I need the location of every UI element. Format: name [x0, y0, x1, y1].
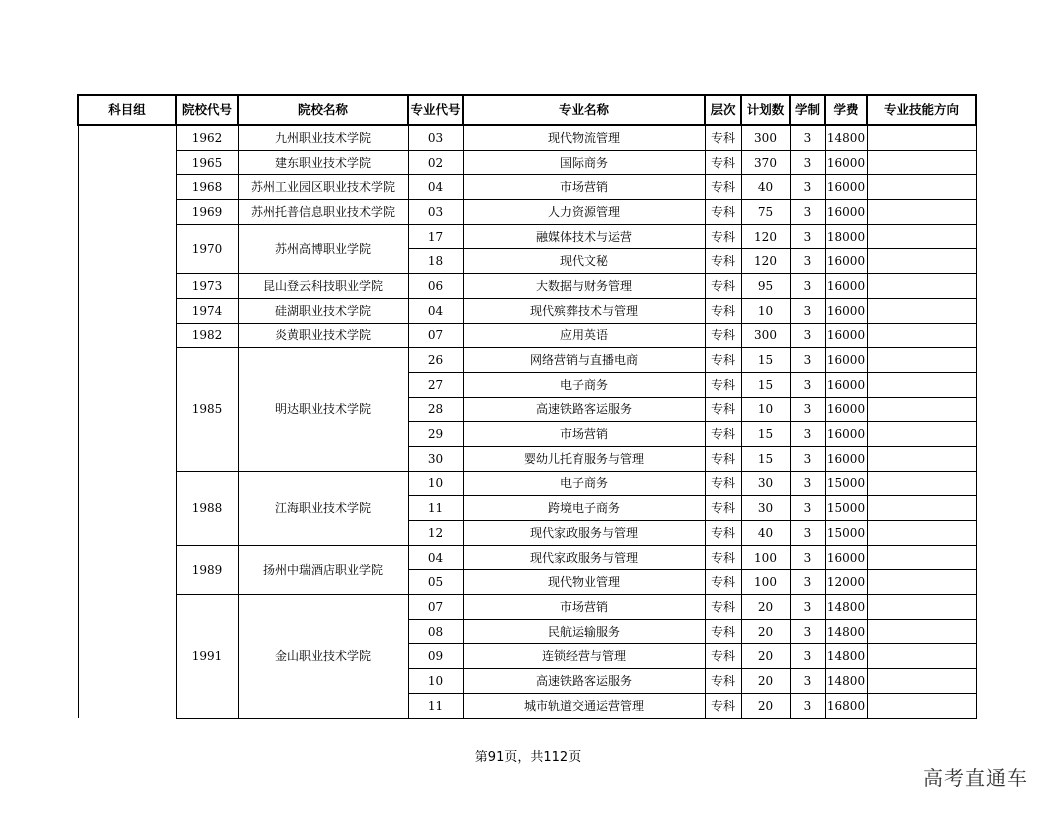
level-cell: 专科: [705, 298, 741, 323]
tuition-cell: 15000: [825, 521, 867, 546]
tuition-cell: 16000: [825, 397, 867, 422]
duration-cell: 3: [790, 125, 825, 150]
skill-direction-cell: [867, 372, 976, 397]
level-cell: 专科: [705, 644, 741, 669]
table-row: [78, 298, 976, 323]
plan-count-cell: 20: [741, 595, 790, 620]
major-name-cell: 现代物流管理: [463, 125, 705, 150]
major-code-cell: 27: [408, 372, 463, 397]
plan-count-cell: 20: [741, 644, 790, 669]
plan-count-cell: 20: [741, 669, 790, 694]
major-code-cell: 04: [408, 298, 463, 323]
duration-cell: 3: [790, 175, 825, 200]
major-code-cell: 06: [408, 274, 463, 299]
school-name-cell: 苏州托普信息职业技术学院: [238, 200, 408, 225]
skill-direction-cell: [867, 471, 976, 496]
tuition-cell: 12000: [825, 570, 867, 595]
table-row: [78, 545, 976, 570]
tuition-cell: 16000: [825, 249, 867, 274]
skill-direction-cell: [867, 570, 976, 595]
plan-count-cell: 15: [741, 446, 790, 471]
skill-direction-cell: [867, 693, 976, 718]
major-code-cell: 02: [408, 150, 463, 175]
school-name-cell: 硅湖职业技术学院: [238, 298, 408, 323]
subject-group-cell: [78, 125, 176, 718]
school-name-cell: 苏州高博职业学院: [238, 224, 408, 273]
major-code-cell: 28: [408, 397, 463, 422]
table-row: [78, 323, 976, 348]
header-level: 层次: [705, 95, 741, 125]
major-code-cell: 07: [408, 323, 463, 348]
major-code-cell: 11: [408, 496, 463, 521]
major-name-cell: 现代殡葬技术与管理: [463, 298, 705, 323]
table-row: [78, 224, 976, 249]
skill-direction-cell: [867, 175, 976, 200]
duration-cell: 3: [790, 644, 825, 669]
tuition-cell: 16000: [825, 545, 867, 570]
header-subject-group: 科目组: [78, 95, 176, 125]
skill-direction-cell: [867, 521, 976, 546]
duration-cell: 3: [790, 224, 825, 249]
tuition-cell: 16000: [825, 200, 867, 225]
plan-count-cell: 370: [741, 150, 790, 175]
plan-count-cell: 30: [741, 471, 790, 496]
duration-cell: 3: [790, 150, 825, 175]
skill-direction-cell: [867, 200, 976, 225]
skill-direction-cell: [867, 249, 976, 274]
school-code-cell: 1973: [176, 274, 238, 299]
header-skill-direction: 专业技能方向: [867, 95, 976, 125]
major-code-cell: 18: [408, 249, 463, 274]
plan-count-cell: 15: [741, 422, 790, 447]
level-cell: 专科: [705, 274, 741, 299]
duration-cell: 3: [790, 422, 825, 447]
plan-count-cell: 100: [741, 545, 790, 570]
tuition-cell: 16800: [825, 693, 867, 718]
school-code-cell: 1988: [176, 471, 238, 545]
duration-cell: 3: [790, 669, 825, 694]
level-cell: 专科: [705, 595, 741, 620]
level-cell: 专科: [705, 545, 741, 570]
header-duration: 学制: [790, 95, 825, 125]
school-name-cell: 昆山登云科技职业学院: [238, 274, 408, 299]
level-cell: 专科: [705, 496, 741, 521]
plan-count-cell: 20: [741, 619, 790, 644]
major-name-cell: 人力资源管理: [463, 200, 705, 225]
major-code-cell: 17: [408, 224, 463, 249]
major-name-cell: 市场营销: [463, 175, 705, 200]
duration-cell: 3: [790, 298, 825, 323]
header-tuition: 学费: [825, 95, 867, 125]
table-header-row: [78, 95, 976, 125]
major-code-cell: 05: [408, 570, 463, 595]
skill-direction-cell: [867, 323, 976, 348]
school-code-cell: 1970: [176, 224, 238, 273]
duration-cell: 3: [790, 397, 825, 422]
major-name-cell: 高速铁路客运服务: [463, 669, 705, 694]
major-name-cell: 国际商务: [463, 150, 705, 175]
skill-direction-cell: [867, 150, 976, 175]
major-code-cell: 26: [408, 348, 463, 373]
school-code-cell: 1969: [176, 200, 238, 225]
school-name-cell: 江海职业技术学院: [238, 471, 408, 545]
school-name-cell: 苏州工业园区职业技术学院: [238, 175, 408, 200]
duration-cell: 3: [790, 693, 825, 718]
major-code-cell: 30: [408, 446, 463, 471]
duration-cell: 3: [790, 619, 825, 644]
level-cell: 专科: [705, 619, 741, 644]
tuition-cell: 16000: [825, 274, 867, 299]
plan-count-cell: 20: [741, 693, 790, 718]
header-major-code: 专业代号: [408, 95, 463, 125]
plan-count-cell: 100: [741, 570, 790, 595]
major-name-cell: 现代物业管理: [463, 570, 705, 595]
duration-cell: 3: [790, 545, 825, 570]
watermark-text: 高考直通车: [923, 766, 1028, 790]
table-row: [78, 125, 976, 150]
school-code-cell: 1989: [176, 545, 238, 594]
footer-suffix: 页: [568, 750, 582, 765]
major-name-cell: 电子商务: [463, 372, 705, 397]
major-name-cell: 连锁经营与管理: [463, 644, 705, 669]
major-name-cell: 应用英语: [463, 323, 705, 348]
plan-count-cell: 15: [741, 348, 790, 373]
tuition-cell: 16000: [825, 348, 867, 373]
duration-cell: 3: [790, 570, 825, 595]
school-name-cell: 金山职业技术学院: [238, 595, 408, 718]
table-row: [78, 471, 976, 496]
major-name-cell: 现代家政服务与管理: [463, 521, 705, 546]
level-cell: 专科: [705, 150, 741, 175]
tuition-cell: 15000: [825, 496, 867, 521]
footer-prefix: 第: [474, 750, 488, 765]
skill-direction-cell: [867, 545, 976, 570]
major-name-cell: 民航运输服务: [463, 619, 705, 644]
footer-total-pages: 112: [543, 750, 569, 765]
plan-count-cell: 30: [741, 496, 790, 521]
footer-page-number: 91: [487, 750, 505, 765]
major-code-cell: 03: [408, 200, 463, 225]
level-cell: 专科: [705, 323, 741, 348]
table-row: [78, 595, 976, 620]
table-row: [78, 150, 976, 175]
header-plan-count: 计划数: [741, 95, 790, 125]
tuition-cell: 14800: [825, 644, 867, 669]
major-code-cell: 11: [408, 693, 463, 718]
footer-mid: 页，共: [504, 750, 544, 765]
level-cell: 专科: [705, 175, 741, 200]
major-name-cell: 市场营销: [463, 595, 705, 620]
tuition-cell: 14800: [825, 125, 867, 150]
school-code-cell: 1991: [176, 595, 238, 718]
major-code-cell: 03: [408, 125, 463, 150]
major-code-cell: 10: [408, 471, 463, 496]
skill-direction-cell: [867, 397, 976, 422]
tuition-cell: 15000: [825, 471, 867, 496]
major-code-cell: 04: [408, 175, 463, 200]
plan-count-cell: 120: [741, 224, 790, 249]
plan-count-cell: 120: [741, 249, 790, 274]
major-code-cell: 09: [408, 644, 463, 669]
school-code-cell: 1974: [176, 298, 238, 323]
major-code-cell: 07: [408, 595, 463, 620]
admission-plan-table: [77, 94, 977, 719]
header-school-code: 院校代号: [176, 95, 238, 125]
tuition-cell: 16000: [825, 150, 867, 175]
major-code-cell: 04: [408, 545, 463, 570]
duration-cell: 3: [790, 521, 825, 546]
major-code-cell: 12: [408, 521, 463, 546]
duration-cell: 3: [790, 471, 825, 496]
tuition-cell: 14800: [825, 619, 867, 644]
level-cell: 专科: [705, 446, 741, 471]
duration-cell: 3: [790, 595, 825, 620]
skill-direction-cell: [867, 669, 976, 694]
school-name-cell: 建东职业技术学院: [238, 150, 408, 175]
tuition-cell: 14800: [825, 595, 867, 620]
level-cell: 专科: [705, 372, 741, 397]
table-row: [78, 348, 976, 373]
level-cell: 专科: [705, 471, 741, 496]
skill-direction-cell: [867, 298, 976, 323]
plan-count-cell: 40: [741, 521, 790, 546]
skill-direction-cell: [867, 224, 976, 249]
header-major-name: 专业名称: [463, 95, 705, 125]
school-name-cell: 炎黄职业技术学院: [238, 323, 408, 348]
plan-count-cell: 15: [741, 372, 790, 397]
header-school-name: 院校名称: [238, 95, 408, 125]
level-cell: 专科: [705, 570, 741, 595]
level-cell: 专科: [705, 125, 741, 150]
duration-cell: 3: [790, 249, 825, 274]
level-cell: 专科: [705, 669, 741, 694]
tuition-cell: 16000: [825, 323, 867, 348]
tuition-cell: 16000: [825, 372, 867, 397]
major-name-cell: 大数据与财务管理: [463, 274, 705, 299]
major-name-cell: 电子商务: [463, 471, 705, 496]
tuition-cell: 16000: [825, 422, 867, 447]
plan-count-cell: 300: [741, 323, 790, 348]
duration-cell: 3: [790, 496, 825, 521]
skill-direction-cell: [867, 446, 976, 471]
level-cell: 专科: [705, 200, 741, 225]
school-code-cell: 1968: [176, 175, 238, 200]
school-name-cell: 扬州中瑞酒店职业学院: [238, 545, 408, 594]
skill-direction-cell: [867, 595, 976, 620]
table-row: [78, 175, 976, 200]
major-name-cell: 融媒体技术与运营: [463, 224, 705, 249]
skill-direction-cell: [867, 422, 976, 447]
plan-count-cell: 95: [741, 274, 790, 299]
level-cell: 专科: [705, 397, 741, 422]
school-code-cell: 1962: [176, 125, 238, 150]
school-name-cell: 明达职业技术学院: [238, 348, 408, 471]
major-code-cell: 08: [408, 619, 463, 644]
duration-cell: 3: [790, 372, 825, 397]
school-code-cell: 1985: [176, 348, 238, 471]
major-name-cell: 婴幼儿托育服务与管理: [463, 446, 705, 471]
school-name-cell: 九州职业技术学院: [238, 125, 408, 150]
school-code-cell: 1982: [176, 323, 238, 348]
level-cell: 专科: [705, 422, 741, 447]
skill-direction-cell: [867, 496, 976, 521]
school-code-cell: 1965: [176, 150, 238, 175]
duration-cell: 3: [790, 323, 825, 348]
major-code-cell: 10: [408, 669, 463, 694]
page-footer: [0, 746, 1056, 765]
major-name-cell: 跨境电子商务: [463, 496, 705, 521]
major-name-cell: 高速铁路客运服务: [463, 397, 705, 422]
tuition-cell: 18000: [825, 224, 867, 249]
major-code-cell: 29: [408, 422, 463, 447]
tuition-cell: 16000: [825, 298, 867, 323]
table-row: [78, 200, 976, 225]
skill-direction-cell: [867, 644, 976, 669]
skill-direction-cell: [867, 274, 976, 299]
plan-count-cell: 10: [741, 397, 790, 422]
major-name-cell: 网络营销与直播电商: [463, 348, 705, 373]
level-cell: 专科: [705, 348, 741, 373]
duration-cell: 3: [790, 348, 825, 373]
plan-count-cell: 75: [741, 200, 790, 225]
duration-cell: 3: [790, 200, 825, 225]
duration-cell: 3: [790, 446, 825, 471]
table-row: [78, 274, 976, 299]
skill-direction-cell: [867, 619, 976, 644]
plan-count-cell: 300: [741, 125, 790, 150]
table-body: [78, 125, 976, 718]
tuition-cell: 16000: [825, 175, 867, 200]
skill-direction-cell: [867, 125, 976, 150]
level-cell: 专科: [705, 693, 741, 718]
skill-direction-cell: [867, 348, 976, 373]
major-name-cell: 市场营销: [463, 422, 705, 447]
level-cell: 专科: [705, 224, 741, 249]
tuition-cell: 14800: [825, 669, 867, 694]
major-name-cell: 城市轨道交通运营管理: [463, 693, 705, 718]
level-cell: 专科: [705, 521, 741, 546]
level-cell: 专科: [705, 249, 741, 274]
plan-count-cell: 40: [741, 175, 790, 200]
duration-cell: 3: [790, 274, 825, 299]
tuition-cell: 16000: [825, 446, 867, 471]
major-name-cell: 现代文秘: [463, 249, 705, 274]
major-name-cell: 现代家政服务与管理: [463, 545, 705, 570]
plan-count-cell: 10: [741, 298, 790, 323]
